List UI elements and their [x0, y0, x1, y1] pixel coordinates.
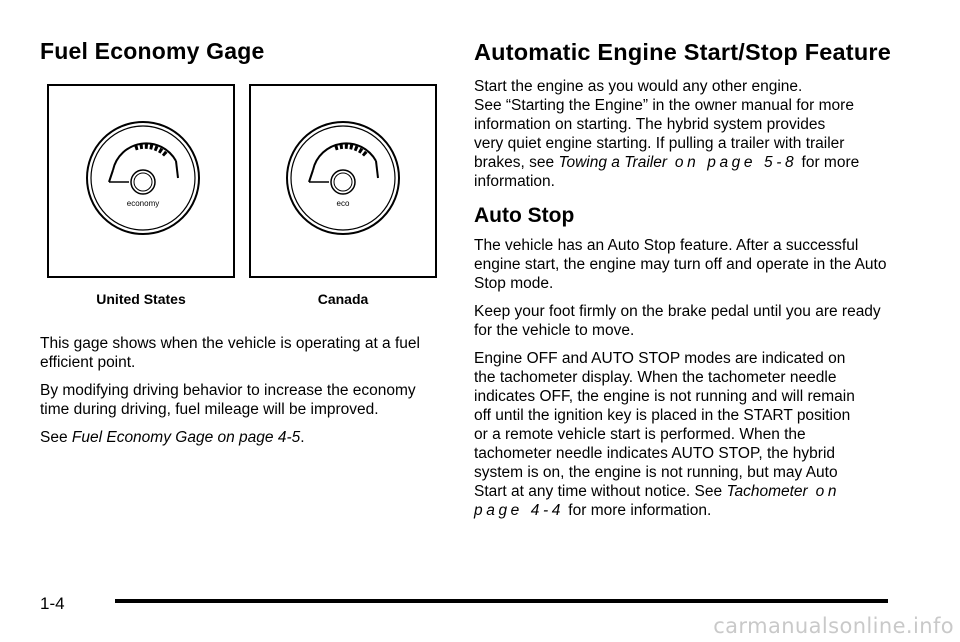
paragraph: See Fuel Economy Gage on page 4-5.	[40, 429, 305, 446]
auto-stop-heading: Auto Stop	[474, 204, 575, 228]
caption-canada: Canada	[317, 291, 369, 307]
engine-start-stop-heading: Automatic Engine Start/Stop Feature	[474, 39, 891, 65]
paragraph: Keep your foot firmly on the brake pedal until you are ready for the vehicle to move.	[474, 303, 881, 340]
towing-page-link[interactable]: on page 5-8	[666, 154, 798, 172]
tachometer-page-link[interactable]: page 4-4	[474, 502, 564, 520]
footer-divider	[115, 599, 888, 603]
paragraph: This gage shows when the vehicle is operating at a fuel efficient point.	[40, 335, 420, 371]
left-column	[40, 38, 440, 66]
fuel-economy-heading: Fuel Economy Gage	[40, 38, 265, 64]
tachometer-link[interactable]: Tachometer	[726, 483, 808, 501]
page-number: 1-4	[40, 594, 65, 613]
gauge-label: economy	[126, 199, 160, 208]
eco-gauge-icon	[251, 86, 435, 276]
watermark: carmanualsonline.info	[713, 614, 954, 638]
left-body	[40, 334, 440, 447]
figure-united-states	[47, 84, 235, 278]
tachometer-paragraph: Engine OFF and AUTO STOP modes are indicated on the tachometer display. When the tachometer needle indicates OFF, the engine is not running and will remain off until the ignition key is placed in the START position or a remote vehicle start is performed. When the tachometer needle indicates AUTO STOP, the hybrid system is on, the engine is not running, but may Auto Start at any time without notice. See Tachometer on page 4-4 for more information.	[474, 350, 855, 520]
towing-link[interactable]: Towing a Trailer	[558, 154, 667, 172]
caption-united-states: United States	[96, 291, 186, 307]
intro-paragraph: Start the engine as you would any other engine. See “Starting the Engine” in the owner manual for more information on starting. The hybrid system provides very quiet engine starting. If pulling a trailer with trailer brakes, see Towing a Trailer on page 5-8 for more information.	[474, 78, 860, 191]
figure-canada	[249, 84, 437, 278]
gauge-label: eco	[336, 199, 350, 208]
right-column	[474, 38, 894, 520]
cross-reference-link[interactable]: Fuel Economy Gage on page 4-5	[71, 429, 301, 446]
paragraph: By modifying driving behavior to increase the economy time during driving, fuel mileage will be improved.	[40, 382, 416, 418]
paragraph: The vehicle has an Auto Stop feature. After a successful engine start, the engine may turn off and operate in the Auto Stop mode.	[474, 237, 887, 293]
economy-gauge-icon	[49, 86, 233, 276]
